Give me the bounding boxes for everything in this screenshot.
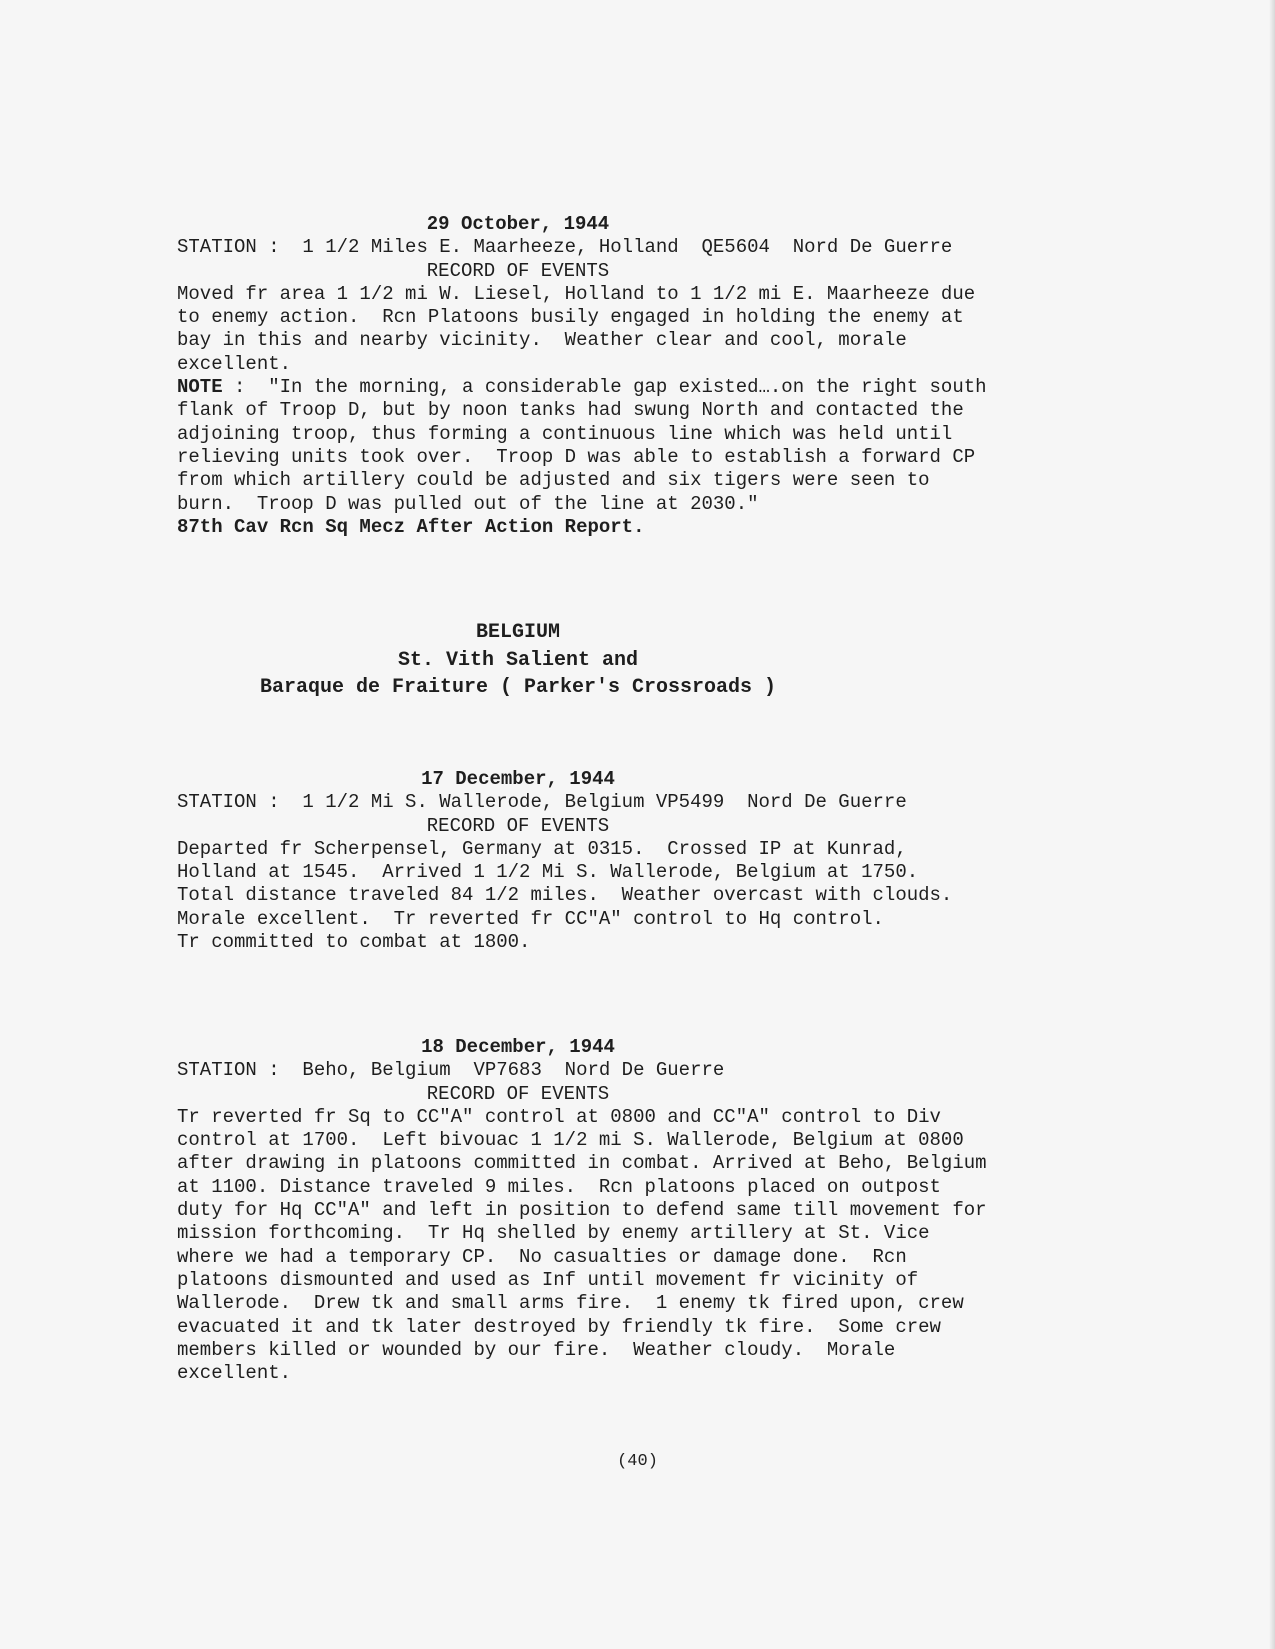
entry-18-december-1944 [177, 1036, 1077, 1385]
campaign-heading [177, 619, 1077, 702]
body-line: control at 1700. Left bivouac 1 1/2 mi S. Wallerode, Belgium at 0800 [177, 1129, 964, 1152]
body-line: Total distance traveled 84 1/2 miles. Weather overcast with clouds. [177, 884, 953, 907]
body-line: Morale excellent. Tr reverted fr CC"A" control to Hq control. [177, 907, 884, 930]
note-line: from which artillery could be adjusted and six tigers were seen to [177, 469, 930, 492]
body-line: to enemy action. Rcn Platoons busily engaged in holding the enemy at [177, 306, 964, 329]
station-line: STATION : 1 1/2 Mi S. Wallerode, Belgium VP5499 Nord De Guerre [177, 791, 907, 814]
source-citation: 87th Cav Rcn Sq Mecz After Action Report. [177, 515, 645, 538]
note-line [177, 376, 1077, 399]
body-line: Tr committed to combat at 1800. [177, 931, 531, 954]
page-number: (40) [617, 1452, 658, 1471]
note-line: relieving units took over. Troop D was able to establish a forward CP [177, 445, 976, 468]
heading-country: BELGIUM [475, 621, 560, 644]
note-label: NOTE [177, 376, 223, 399]
body-line: mission forthcoming. Tr Hq shelled by enemy artillery at St. Vice [177, 1222, 930, 1245]
body-line: excellent. [177, 1362, 292, 1385]
station-line: STATION : Beho, Belgium VP7683 Nord De Guerre [177, 1059, 725, 1082]
body-line: after drawing in platoons committed in combat. Arrived at Beho, Belgium [177, 1152, 987, 1175]
body-line: where we had a temporary CP. No casualties or damage done. Rcn [177, 1245, 907, 1268]
entry-date: 18 December, 1944 [421, 1036, 615, 1058]
body-line: Departed fr Scherpensel, Germany at 0315. Crossed IP at Kunrad, [177, 837, 907, 860]
record-of-events-heading: RECORD OF EVENTS [426, 259, 610, 282]
body-line: platoons dismounted and used as Inf until movement fr vicinity of [177, 1268, 919, 1291]
heading-crossroads: Baraque de Fraiture ( Parker's Crossroads ) [259, 676, 777, 699]
station-line: STATION : 1 1/2 Miles E. Maarheeze, Holland QE5604 Nord De Guerre [177, 236, 953, 259]
entry-17-december-1944 [177, 768, 1077, 954]
document-content [177, 213, 1077, 1385]
entry-date: 29 October, 1944 [426, 213, 610, 235]
body-line: evacuated it and tk later destroyed by friendly tk fire. Some crew [177, 1315, 941, 1338]
record-of-events-heading: RECORD OF EVENTS [426, 1082, 610, 1105]
note-text: : "In the morning, a considerable gap existed….on the right south [222, 376, 987, 399]
note-line: flank of Troop D, but by noon tanks had swung North and contacted the [177, 399, 964, 422]
note-line: burn. Troop D was pulled out of the line at 2030." [177, 492, 759, 515]
body-line: members killed or wounded by our fire. Weather cloudy. Morale [177, 1338, 896, 1361]
record-of-events-heading: RECORD OF EVENTS [426, 814, 610, 837]
body-line: Holland at 1545. Arrived 1 1/2 Mi S. Wallerode, Belgium at 1750. [177, 861, 919, 884]
body-line: bay in this and nearby vicinity. Weather clear and cool, morale [177, 329, 907, 352]
note-line: adjoining troop, thus forming a continuous line which was held until [177, 422, 953, 445]
body-line: Moved fr area 1 1/2 mi W. Liesel, Holland to 1 1/2 mi E. Maarheeze due [177, 282, 976, 305]
page-edge-shadow [1269, 0, 1275, 1649]
body-line: duty for Hq CC"A" and left in position to defend same till movement for [177, 1199, 987, 1222]
entry-date: 17 December, 1944 [421, 768, 615, 790]
body-line: excellent. [177, 352, 292, 375]
entry-29-october-1944 [177, 213, 1077, 539]
body-line: at 1100. Distance traveled 9 miles. Rcn platoons placed on outpost [177, 1175, 941, 1198]
body-line: Tr reverted fr Sq to CC"A" control at 0800 and CC"A" control to Div [177, 1105, 941, 1128]
heading-salient: St. Vith Salient and [397, 648, 639, 672]
body-line: Wallerode. Drew tk and small arms fire. 1 enemy tk fired upon, crew [177, 1292, 964, 1315]
